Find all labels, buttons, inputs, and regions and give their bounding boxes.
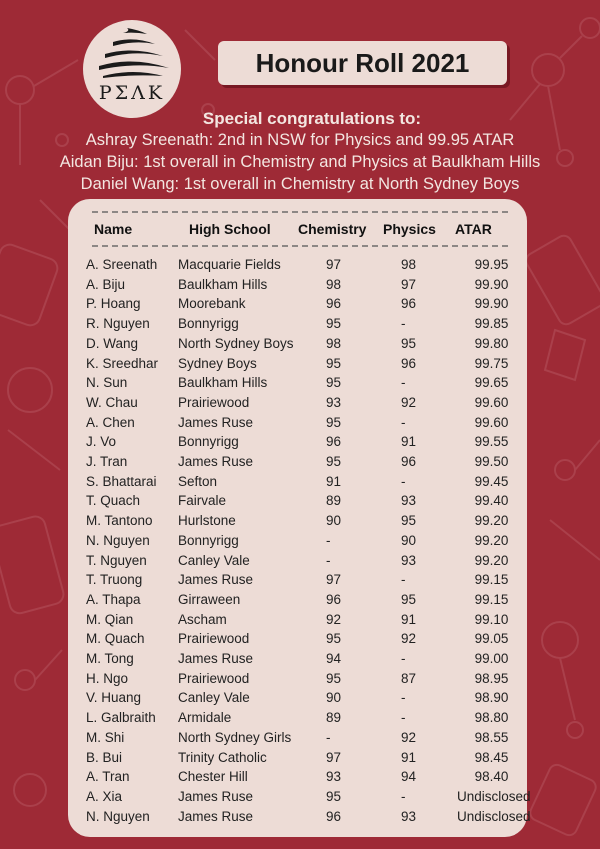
cell-atar: Undisclosed bbox=[457, 788, 531, 804]
cell-chemistry: 98 bbox=[326, 276, 342, 292]
cell-physics: - bbox=[401, 788, 406, 804]
table-row bbox=[68, 415, 527, 435]
header-name: Name bbox=[94, 221, 133, 237]
table-row bbox=[68, 375, 527, 395]
cell-atar: 99.15 bbox=[474, 572, 509, 588]
cell-chemistry: - bbox=[326, 532, 331, 548]
table-row bbox=[68, 434, 527, 454]
cell-chemistry: 90 bbox=[326, 690, 342, 706]
cell-name: A. Sreenath bbox=[86, 257, 158, 272]
cell-school: North Sydney Boys bbox=[178, 335, 294, 351]
table-row bbox=[68, 493, 527, 513]
cell-physics: - bbox=[401, 690, 406, 706]
cell-atar: 98.95 bbox=[474, 670, 509, 686]
cell-name: T. Quach bbox=[86, 493, 141, 509]
peak-logo bbox=[83, 20, 181, 118]
cell-atar: 98.45 bbox=[474, 749, 509, 765]
cell-chemistry: 95 bbox=[326, 355, 342, 371]
cell-atar: 99.60 bbox=[474, 414, 509, 430]
cell-atar: 98.80 bbox=[474, 710, 509, 726]
table-row bbox=[68, 808, 531, 829]
cell-name: K. Sreedhar bbox=[86, 355, 159, 371]
table-row bbox=[68, 277, 527, 297]
logo-text: PΣΛK bbox=[98, 82, 166, 104]
table-row bbox=[68, 316, 527, 336]
congrats-line: Ashray Sreenath: 2nd in NSW for Physics and 99.95 ATAR bbox=[85, 131, 515, 149]
congrats-line: Aidan Biju: 1st overall in Chemistry and Physics at Baulkham Hills bbox=[59, 153, 541, 171]
cell-atar: 99.60 bbox=[474, 394, 509, 410]
cell-physics: 93 bbox=[401, 808, 417, 824]
honour-roll-table bbox=[68, 199, 531, 837]
table-row bbox=[68, 336, 527, 356]
cell-school: James Ruse bbox=[178, 454, 254, 469]
cell-name: R. Nguyen bbox=[86, 316, 150, 332]
header-physics: Physics bbox=[383, 221, 436, 237]
cell-school: Armidale bbox=[178, 710, 232, 726]
cell-school: North Sydney Girls bbox=[178, 729, 292, 745]
cell-physics: 91 bbox=[401, 611, 417, 627]
cell-chemistry: - bbox=[326, 552, 331, 568]
cell-name: T. Truong bbox=[86, 572, 143, 588]
cell-name: J. Tran bbox=[86, 454, 128, 469]
cell-chemistry: 90 bbox=[326, 513, 342, 529]
cell-physics: 87 bbox=[401, 670, 417, 686]
header-chemistry: Chemistry bbox=[298, 221, 367, 237]
divider bbox=[92, 245, 508, 247]
cell-physics: 96 bbox=[401, 355, 417, 371]
cell-school: Fairvale bbox=[178, 493, 227, 509]
table-row bbox=[68, 513, 527, 533]
table-row bbox=[68, 631, 527, 651]
cell-school: Chester Hill bbox=[178, 769, 248, 785]
page-title: Honour Roll 2021 bbox=[218, 41, 507, 85]
cell-school: Baulkham Hills bbox=[178, 276, 268, 292]
cell-physics: 96 bbox=[401, 454, 417, 469]
cell-name: N. Nguyen bbox=[86, 808, 150, 824]
cell-atar: Undisclosed bbox=[457, 808, 531, 824]
cell-name: D. Wang bbox=[86, 335, 139, 351]
table-row bbox=[68, 395, 527, 415]
cell-physics: 90 bbox=[401, 532, 417, 548]
cell-atar: 99.95 bbox=[474, 257, 509, 272]
header-atar: ATAR bbox=[455, 221, 492, 237]
table-row bbox=[68, 690, 527, 710]
cell-name: N. Nguyen bbox=[86, 532, 150, 548]
cell-school: James Ruse bbox=[178, 651, 254, 666]
congrats-heading: Special congratulations to: bbox=[202, 109, 422, 128]
cell-name: W. Chau bbox=[86, 394, 138, 410]
cell-name: M. Shi bbox=[86, 729, 125, 745]
cell-chemistry: 93 bbox=[326, 769, 342, 785]
header-school: High School bbox=[189, 221, 271, 237]
cell-name: A. Thapa bbox=[86, 591, 141, 607]
cell-atar: 99.75 bbox=[474, 355, 509, 371]
cell-school: Bonnyrigg bbox=[178, 532, 239, 548]
cell-physics: 96 bbox=[401, 296, 417, 312]
cell-school: Sefton bbox=[178, 473, 218, 489]
logo-emblem-icon bbox=[83, 20, 181, 80]
cell-school: Prairiewood bbox=[178, 394, 250, 410]
cell-name: T. Nguyen bbox=[86, 552, 147, 568]
cell-physics: 92 bbox=[401, 394, 417, 410]
cell-physics: - bbox=[401, 651, 406, 666]
cell-physics: 95 bbox=[401, 591, 417, 607]
table-row bbox=[68, 710, 527, 730]
table-row bbox=[68, 572, 527, 592]
cell-school: Bonnyrigg bbox=[178, 316, 239, 332]
cell-chemistry: 97 bbox=[326, 749, 342, 765]
cell-school: Macquarie Fields bbox=[178, 257, 281, 272]
cell-atar: 99.80 bbox=[474, 335, 509, 351]
cell-chemistry: 98 bbox=[326, 335, 342, 351]
cell-atar: 99.05 bbox=[474, 631, 509, 647]
cell-atar: 99.85 bbox=[474, 316, 509, 332]
cell-school: Moorebank bbox=[178, 296, 246, 312]
cell-school: Girraween bbox=[178, 591, 241, 607]
cell-name: A. Tran bbox=[86, 769, 130, 785]
cell-physics: - bbox=[401, 375, 406, 391]
cell-school: James Ruse bbox=[178, 788, 254, 804]
cell-atar: 98.90 bbox=[474, 690, 509, 706]
cell-chemistry: 89 bbox=[326, 710, 342, 726]
cell-chemistry: 96 bbox=[326, 296, 342, 312]
cell-school: James Ruse bbox=[178, 572, 254, 588]
cell-name: M. Qian bbox=[86, 611, 134, 627]
cell-name: N. Sun bbox=[86, 375, 128, 391]
table-row bbox=[68, 533, 527, 553]
cell-physics: 91 bbox=[401, 749, 417, 765]
cell-school: Ascham bbox=[178, 611, 227, 627]
table-row bbox=[68, 612, 527, 632]
cell-school: Prairiewood bbox=[178, 670, 250, 686]
table-row bbox=[68, 671, 527, 691]
cell-name: A. Chen bbox=[86, 414, 135, 430]
cell-chemistry: 92 bbox=[326, 611, 342, 627]
cell-chemistry: 96 bbox=[326, 808, 342, 824]
table-row bbox=[68, 296, 527, 316]
cell-chemistry: 93 bbox=[326, 394, 342, 410]
cell-school: James Ruse bbox=[178, 414, 254, 430]
cell-name: V. Huang bbox=[86, 690, 142, 706]
table-row bbox=[68, 750, 527, 770]
table-row bbox=[68, 356, 527, 376]
cell-chemistry: 96 bbox=[326, 434, 342, 450]
table-row bbox=[68, 788, 531, 809]
cell-school: Canley Vale bbox=[178, 552, 250, 568]
cell-physics: 94 bbox=[401, 769, 417, 785]
table-row bbox=[68, 553, 527, 573]
cell-atar: 99.65 bbox=[474, 375, 509, 391]
cell-school: Trinity Catholic bbox=[178, 749, 267, 765]
cell-chemistry: 96 bbox=[326, 591, 342, 607]
cell-atar: 99.40 bbox=[474, 493, 509, 509]
divider bbox=[92, 211, 508, 213]
cell-chemistry: 95 bbox=[326, 316, 342, 332]
cell-name: A. Biju bbox=[86, 276, 126, 292]
cell-physics: 95 bbox=[401, 335, 417, 351]
cell-atar: 99.20 bbox=[474, 552, 509, 568]
congrats-line: Daniel Wang: 1st overall in Chemistry at North Sydney Boys bbox=[80, 175, 520, 193]
cell-physics: - bbox=[401, 316, 406, 332]
table-row bbox=[68, 769, 527, 789]
cell-atar: 99.10 bbox=[474, 611, 509, 627]
table-row bbox=[68, 454, 527, 474]
cell-atar: 98.40 bbox=[474, 769, 509, 785]
cell-physics: 95 bbox=[401, 513, 417, 529]
cell-name: M. Tong bbox=[86, 651, 134, 666]
cell-chemistry: 95 bbox=[326, 788, 342, 804]
cell-atar: 98.55 bbox=[474, 729, 509, 745]
cell-atar: 99.90 bbox=[474, 276, 509, 292]
cell-atar: 99.20 bbox=[474, 532, 509, 548]
cell-chemistry: 94 bbox=[326, 651, 342, 666]
cell-physics: 92 bbox=[401, 729, 417, 745]
cell-atar: 99.20 bbox=[474, 513, 509, 529]
table-row bbox=[68, 257, 527, 277]
cell-chemistry: 95 bbox=[326, 414, 342, 430]
cell-chemistry: 91 bbox=[326, 473, 342, 489]
cell-name: S. Bhattarai bbox=[86, 473, 157, 489]
cell-chemistry: - bbox=[326, 729, 331, 745]
cell-school: Canley Vale bbox=[178, 690, 250, 706]
cell-physics: - bbox=[401, 572, 406, 588]
cell-name: B. Bui bbox=[86, 749, 123, 765]
cell-school: Hurlstone bbox=[178, 513, 236, 529]
cell-school: Sydney Boys bbox=[178, 355, 257, 371]
cell-physics: - bbox=[401, 710, 406, 726]
table-row bbox=[68, 592, 527, 612]
cell-physics: 97 bbox=[401, 276, 417, 292]
cell-chemistry: 97 bbox=[326, 257, 342, 272]
cell-physics: 91 bbox=[401, 434, 417, 450]
cell-chemistry: 97 bbox=[326, 572, 342, 588]
cell-name: J. Vo bbox=[86, 434, 117, 450]
cell-name: M. Quach bbox=[86, 631, 145, 647]
cell-school: Prairiewood bbox=[178, 631, 250, 647]
cell-school: James Ruse bbox=[178, 808, 254, 824]
cell-school: Bonnyrigg bbox=[178, 434, 239, 450]
cell-chemistry: 95 bbox=[326, 375, 342, 391]
cell-chemistry: 95 bbox=[326, 631, 342, 647]
cell-chemistry: 89 bbox=[326, 493, 342, 509]
table-row bbox=[68, 730, 527, 750]
cell-school: Baulkham Hills bbox=[178, 375, 268, 391]
cell-physics: 93 bbox=[401, 552, 417, 568]
cell-atar: 99.15 bbox=[474, 591, 509, 607]
cell-name: A. Xia bbox=[86, 788, 123, 804]
cell-name: L. Galbraith bbox=[86, 710, 156, 726]
cell-name: P. Hoang bbox=[86, 296, 141, 312]
cell-chemistry: 95 bbox=[326, 454, 342, 469]
cell-atar: 99.00 bbox=[474, 651, 509, 666]
cell-physics: 98 bbox=[401, 257, 417, 272]
table-row bbox=[68, 651, 527, 671]
cell-name: H. Ngo bbox=[86, 670, 129, 686]
cell-atar: 99.55 bbox=[474, 434, 509, 450]
cell-atar: 99.45 bbox=[474, 473, 509, 489]
cell-atar: 99.50 bbox=[474, 454, 509, 469]
table-row bbox=[68, 474, 527, 494]
cell-physics: 93 bbox=[401, 493, 417, 509]
cell-physics: 92 bbox=[401, 631, 417, 647]
cell-chemistry: 95 bbox=[326, 670, 342, 686]
cell-name: M. Tantono bbox=[86, 513, 153, 529]
cell-physics: - bbox=[401, 473, 406, 489]
cell-physics: - bbox=[401, 414, 406, 430]
cell-atar: 99.90 bbox=[474, 296, 509, 312]
